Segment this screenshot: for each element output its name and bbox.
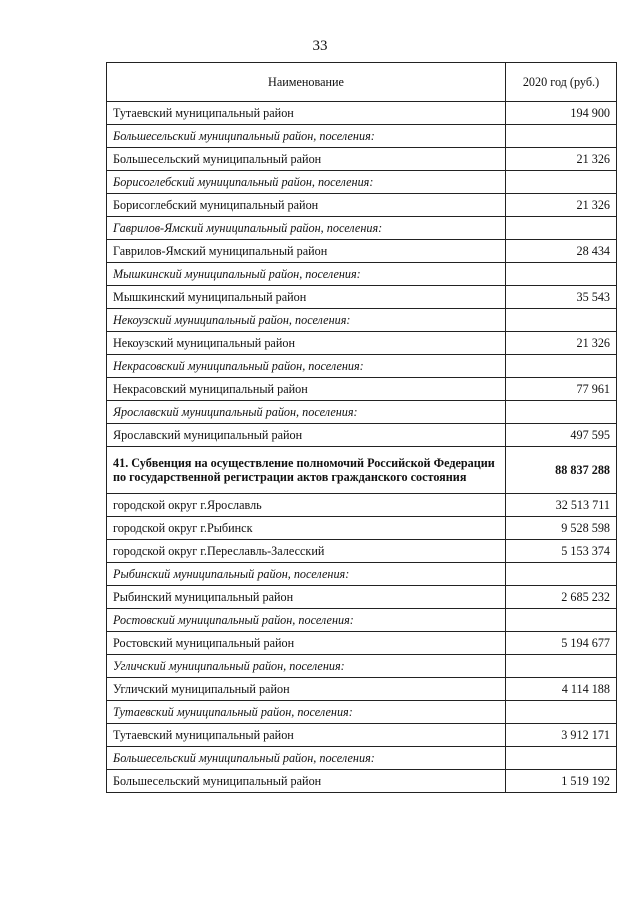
table-row — [107, 102, 617, 125]
row-name-cell: Некрасовский муниципальный район — [107, 378, 506, 401]
row-name-cell: городской округ г.Рыбинск — [107, 517, 506, 540]
row-value-cell: 88 837 288 — [506, 447, 617, 494]
table-group-row — [107, 263, 617, 286]
table-body — [107, 102, 617, 793]
row-name-cell: Ярославский муниципальный район — [107, 424, 506, 447]
row-value-cell: 1 519 192 — [506, 770, 617, 793]
column-header-value: 2020 год (руб.) — [506, 63, 617, 102]
row-name-cell: Ростовский муниципальный район — [107, 632, 506, 655]
row-value-cell — [506, 217, 617, 240]
row-value-cell: 2 685 232 — [506, 586, 617, 609]
row-value-cell: 21 326 — [506, 194, 617, 217]
table-group-row — [107, 563, 617, 586]
row-name-cell: Гаврилов-Ямский муниципальный район, поселения: — [107, 217, 506, 240]
row-name-cell: Ярославский муниципальный район, поселения: — [107, 401, 506, 424]
table-row — [107, 540, 617, 563]
row-name-cell: Мышкинский муниципальный район, поселения: — [107, 263, 506, 286]
row-name-cell: Тутаевский муниципальный район — [107, 724, 506, 747]
table-row — [107, 148, 617, 171]
table-header-row — [107, 63, 617, 102]
table-row — [107, 240, 617, 263]
row-value-cell: 4 114 188 — [506, 678, 617, 701]
table-group-row — [107, 655, 617, 678]
row-value-cell — [506, 355, 617, 378]
row-value-cell: 5 153 374 — [506, 540, 617, 563]
row-name-cell: Мышкинский муниципальный район — [107, 286, 506, 309]
row-value-cell: 194 900 — [506, 102, 617, 125]
row-name-cell: Борисоглебский муниципальный район, поселения: — [107, 171, 506, 194]
row-value-cell — [506, 747, 617, 770]
table-row — [107, 494, 617, 517]
row-name-cell: Ростовский муниципальный район, поселения: — [107, 609, 506, 632]
row-value-cell: 28 434 — [506, 240, 617, 263]
row-value-cell: 32 513 711 — [506, 494, 617, 517]
row-name-cell: 41. Субвенция на осуществление полномочий Российской Федерации по государственной регистрации актов гражданского состояния — [107, 447, 506, 494]
row-value-cell: 5 194 677 — [506, 632, 617, 655]
row-value-cell — [506, 263, 617, 286]
row-value-cell — [506, 655, 617, 678]
row-name-cell: Рыбинский муниципальный район, поселения: — [107, 563, 506, 586]
row-value-cell — [506, 171, 617, 194]
page-number: 33 — [312, 38, 328, 54]
row-value-cell — [506, 309, 617, 332]
table-group-row — [107, 701, 617, 724]
table-row — [107, 332, 617, 355]
table-group-row — [107, 217, 617, 240]
row-name-cell: Большесельский муниципальный район, поселения: — [107, 125, 506, 148]
row-value-cell — [506, 609, 617, 632]
row-value-cell: 21 326 — [506, 332, 617, 355]
table-group-row — [107, 609, 617, 632]
row-value-cell: 21 326 — [506, 148, 617, 171]
row-value-cell: 3 912 171 — [506, 724, 617, 747]
row-value-cell: 77 961 — [506, 378, 617, 401]
table-row — [107, 378, 617, 401]
table-row — [107, 678, 617, 701]
table-group-row — [107, 309, 617, 332]
row-name-cell: Рыбинский муниципальный район — [107, 586, 506, 609]
table-section-row — [107, 447, 617, 494]
row-value-cell — [506, 401, 617, 424]
row-name-cell: Большесельский муниципальный район, поселения: — [107, 747, 506, 770]
table-group-row — [107, 171, 617, 194]
row-value-cell — [506, 563, 617, 586]
column-header-name: Наименование — [107, 63, 506, 102]
row-name-cell: Некоузский муниципальный район, поселения: — [107, 309, 506, 332]
row-value-cell — [506, 701, 617, 724]
row-name-cell: Угличский муниципальный район, поселения: — [107, 655, 506, 678]
row-name-cell: Борисоглебский муниципальный район — [107, 194, 506, 217]
row-name-cell: Большесельский муниципальный район — [107, 770, 506, 793]
row-value-cell: 497 595 — [506, 424, 617, 447]
row-name-cell: Тутаевский муниципальный район — [107, 102, 506, 125]
table-row — [107, 724, 617, 747]
row-name-cell: Гаврилов-Ямский муниципальный район — [107, 240, 506, 263]
row-value-cell: 9 528 598 — [506, 517, 617, 540]
row-value-cell — [506, 125, 617, 148]
table-group-row — [107, 401, 617, 424]
table-row — [107, 586, 617, 609]
table-group-row — [107, 125, 617, 148]
table-row — [107, 770, 617, 793]
row-name-cell: Угличский муниципальный район — [107, 678, 506, 701]
table-row — [107, 424, 617, 447]
budget-table — [106, 62, 617, 793]
table-group-row — [107, 355, 617, 378]
table-group-row — [107, 747, 617, 770]
table-row — [107, 194, 617, 217]
row-name-cell: городской округ г.Ярославль — [107, 494, 506, 517]
row-name-cell: Тутаевский муниципальный район, поселения: — [107, 701, 506, 724]
row-name-cell: Большесельский муниципальный район — [107, 148, 506, 171]
row-value-cell: 35 543 — [506, 286, 617, 309]
row-name-cell: Некрасовский муниципальный район, поселения: — [107, 355, 506, 378]
row-name-cell: Некоузский муниципальный район — [107, 332, 506, 355]
table-row — [107, 517, 617, 540]
row-name-cell: городской округ г.Переславль-Залесский — [107, 540, 506, 563]
table-row — [107, 632, 617, 655]
table-row — [107, 286, 617, 309]
